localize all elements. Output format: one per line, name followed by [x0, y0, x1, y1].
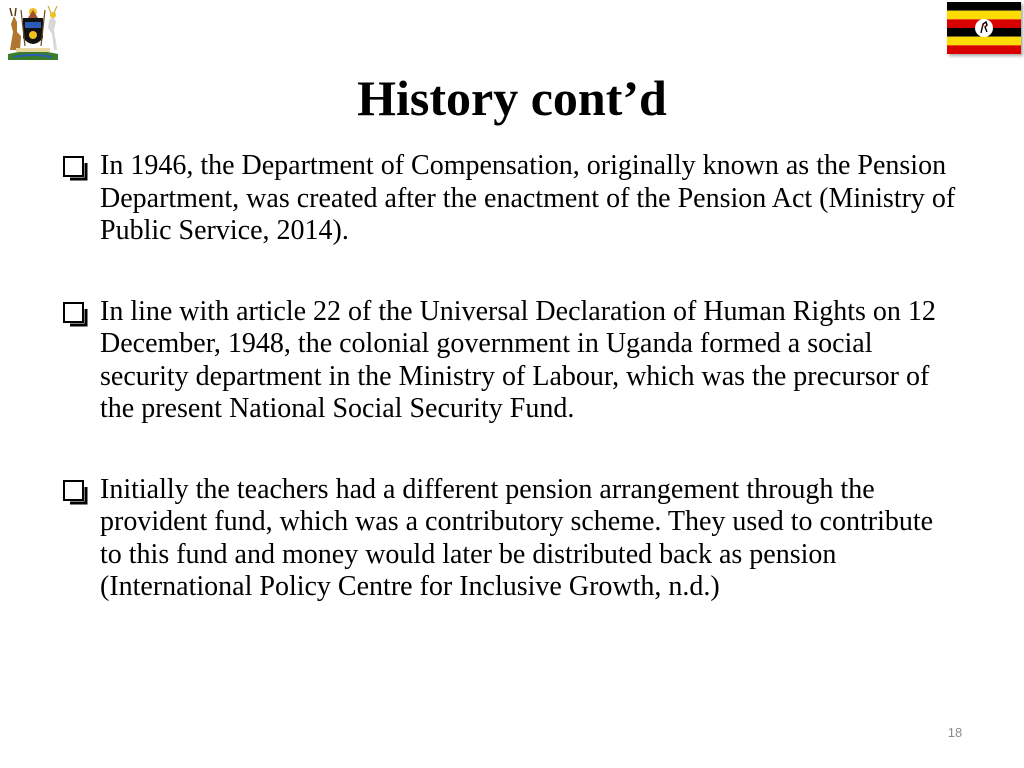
bullet-text: In 1946, the Department of Compensation, originally known as the Pension Department, was created after the enactment of the Pension Act (Ministry of Public Service, 2014).: [100, 150, 956, 246]
checkbox-bullet-icon: [62, 479, 88, 505]
bullet-item: [60, 296, 960, 426]
uganda-coat-of-arms-icon: [4, 2, 62, 62]
page-number: 18: [947, 725, 963, 740]
bullet-list: [60, 150, 960, 652]
checkbox-bullet-icon: [62, 155, 88, 181]
bullet-text: Initially the teachers had a different pension arrangement through the provident fund, which was a contributory scheme. They used to contribute to this fund and money would later be distributed back as pension (International Policy Centre for Inclusive Growth, n.d.): [100, 473, 934, 602]
bullet-item: [60, 150, 960, 248]
checkbox-bullet-icon: [62, 301, 88, 327]
slide-title: History cont’d: [357, 70, 667, 126]
bullet-text: In line with article 22 of the Universal Declaration of Human Rights on 12 December, 1948, the colonial government in Uganda formed a social security department in the Ministry of Labour, which was the precursor of the present National Social Security Fund.: [100, 295, 936, 424]
bullet-item: [60, 474, 960, 604]
uganda-flag-icon: [947, 2, 1021, 54]
